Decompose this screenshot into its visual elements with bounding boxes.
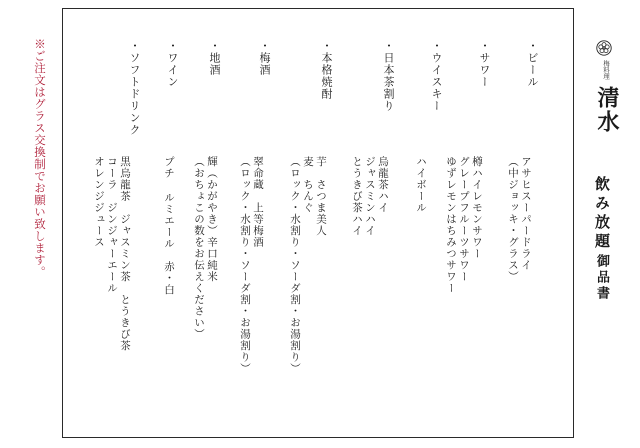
list-item: 芋 さつま美人 <box>315 156 327 237</box>
list-item: 輝（かがやき）辛口純米 <box>206 156 218 283</box>
shochu-items <box>288 156 327 375</box>
list-item: （ロック・水割り・ソーダ割・お湯割り） <box>289 156 301 375</box>
list-item: オレンジジュース <box>93 156 105 248</box>
list-item: グレープフルーツサワー <box>458 156 470 283</box>
whisky-items <box>414 156 427 214</box>
restaurant-genre: 梅料理 <box>602 60 610 80</box>
wine-items <box>162 156 175 296</box>
plum-blossom-icon <box>596 40 612 56</box>
category-sake: ・地酒 <box>208 40 221 76</box>
list-item: （中ジョッキ・グラス） <box>507 156 519 283</box>
umeshu-items <box>238 156 264 375</box>
category-whisky: ・ウイスキー <box>430 40 443 112</box>
list-item: 烏龍茶ハイ <box>377 156 389 214</box>
list-item: （おちょこの数をお伝えください） <box>193 156 205 340</box>
list-item: （ロック・水割り・ソーダ割・お湯割り） <box>239 156 251 375</box>
soft-drink-items <box>92 156 131 352</box>
list-item: ゆずレモンはちみつサワー <box>445 156 457 294</box>
list-item: 翠命蔵 上等梅酒 <box>252 156 264 248</box>
list-item: アサヒスーパードライ <box>520 156 532 271</box>
tea-mix-items <box>350 156 389 237</box>
beer-items <box>506 156 532 283</box>
category-japanese-tea: ・日本茶割り <box>382 40 395 112</box>
restaurant-name: 清水 <box>594 86 620 134</box>
menu-subtitle: 御品書 <box>594 254 609 302</box>
sour-items <box>444 156 483 294</box>
category-umeshu: ・梅酒 <box>258 40 271 76</box>
glass-exchange-note: ※ご注文はグラス交換制でお願い致します。 <box>33 38 47 278</box>
list-item: 樽ハイレモンサワー <box>471 156 483 260</box>
category-shochu: ・本格焼酎 <box>320 40 333 100</box>
list-item: ジャスミンハイ <box>364 156 376 237</box>
category-beer: ・ビール <box>526 40 539 88</box>
category-wine: ・ワイン <box>166 40 179 88</box>
list-item: 麦 ちんぐ <box>302 156 314 214</box>
list-item: 黒烏龍茶 ジャスミン茶 とうきび茶 <box>119 156 131 352</box>
category-sour: ・サワー <box>478 40 491 88</box>
list-item: コーラ ジンジャーエール <box>106 156 118 294</box>
list-item: とうきび茶ハイ <box>351 156 363 237</box>
sake-items <box>192 156 218 340</box>
list-item: プチ ルミエール 赤・白 <box>163 156 175 296</box>
menu-title: 飲み放題 <box>593 176 611 252</box>
category-soft-drinks: ・ソフトドリンク <box>128 40 141 136</box>
list-item: ハイボール <box>415 156 427 214</box>
